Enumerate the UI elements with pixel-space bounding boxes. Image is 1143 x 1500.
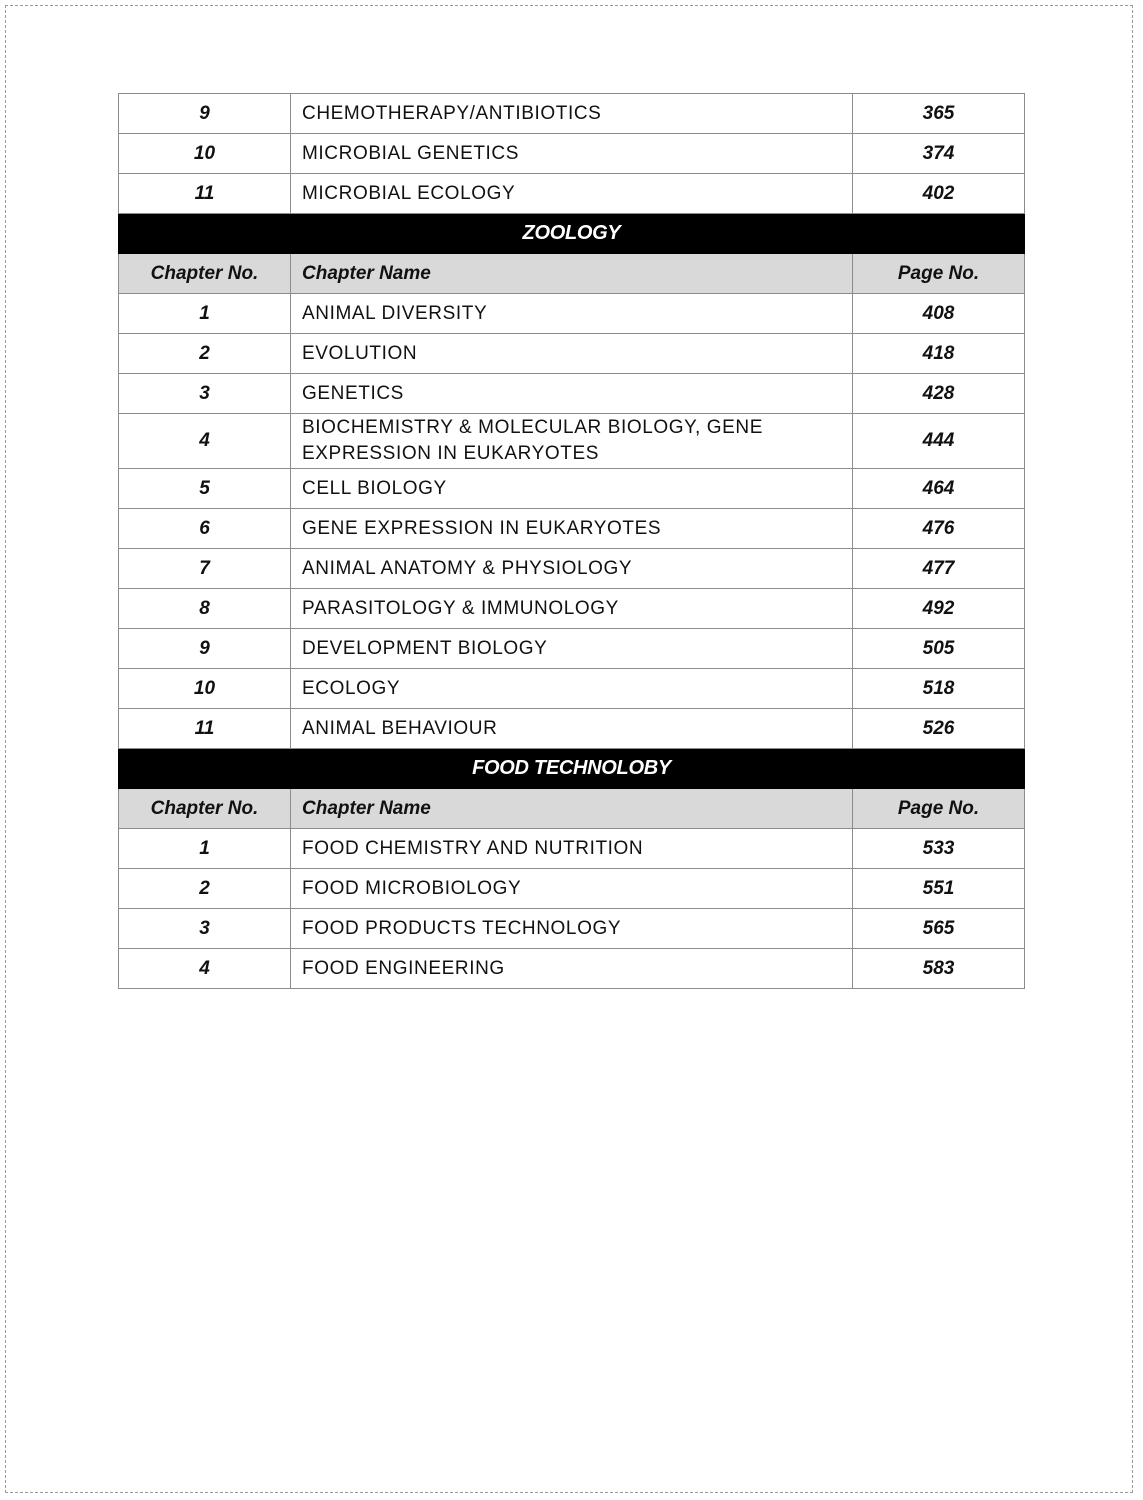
page-number: 408 bbox=[853, 294, 1025, 334]
chapter-name: FOOD ENGINEERING bbox=[291, 949, 853, 989]
chapter-number: 9 bbox=[119, 94, 291, 134]
table-row bbox=[119, 949, 1025, 989]
table-row bbox=[119, 469, 1025, 509]
page-number: 428 bbox=[853, 374, 1025, 414]
table-row bbox=[119, 869, 1025, 909]
page-number: 444 bbox=[853, 414, 1025, 469]
chapter-name: GENE EXPRESSION IN EUKARYOTES bbox=[291, 509, 853, 549]
chapter-number: 5 bbox=[119, 469, 291, 509]
chapter-name: EVOLUTION bbox=[291, 334, 853, 374]
page-number: 374 bbox=[853, 134, 1025, 174]
table-row bbox=[119, 549, 1025, 589]
page-number: 505 bbox=[853, 629, 1025, 669]
chapter-number: 2 bbox=[119, 869, 291, 909]
chapter-name: PARASITOLOGY & IMMUNOLOGY bbox=[291, 589, 853, 629]
chapter-name: FOOD CHEMISTRY AND NUTRITION bbox=[291, 829, 853, 869]
column-header-row bbox=[119, 789, 1025, 829]
chapter-number: 6 bbox=[119, 509, 291, 549]
chapter-number: 4 bbox=[119, 414, 291, 469]
chapter-name: MICROBIAL GENETICS bbox=[291, 134, 853, 174]
table-row bbox=[119, 94, 1025, 134]
page-number: 565 bbox=[853, 909, 1025, 949]
chapter-name: FOOD MICROBIOLOGY bbox=[291, 869, 853, 909]
table-row bbox=[119, 589, 1025, 629]
chapter-number: 4 bbox=[119, 949, 291, 989]
chapter-number: 2 bbox=[119, 334, 291, 374]
section-title-row bbox=[119, 214, 1025, 254]
chapter-name: BIOCHEMISTRY & MOLECULAR BIOLOGY, GENE EXPRESSION IN EUKARYOTES bbox=[291, 414, 853, 469]
chapter-name: CHEMOTHERAPY/ANTIBIOTICS bbox=[291, 94, 853, 134]
chapter-number: 1 bbox=[119, 829, 291, 869]
page-number: 492 bbox=[853, 589, 1025, 629]
page-number: 365 bbox=[853, 94, 1025, 134]
page-number: 402 bbox=[853, 174, 1025, 214]
table-row bbox=[119, 134, 1025, 174]
column-header-page-no: Page No. bbox=[853, 789, 1025, 829]
page-number: 418 bbox=[853, 334, 1025, 374]
chapter-name: FOOD PRODUCTS TECHNOLOGY bbox=[291, 909, 853, 949]
chapter-number: 7 bbox=[119, 549, 291, 589]
table-row bbox=[119, 669, 1025, 709]
section-title: FOOD TECHNOLOBY bbox=[119, 749, 1025, 789]
chapter-name: ECOLOGY bbox=[291, 669, 853, 709]
column-header-chapter-name: Chapter Name bbox=[291, 254, 853, 294]
table-row bbox=[119, 174, 1025, 214]
chapter-name: ANIMAL BEHAVIOUR bbox=[291, 709, 853, 749]
chapter-name: GENETICS bbox=[291, 374, 853, 414]
chapter-number: 11 bbox=[119, 709, 291, 749]
table-row bbox=[119, 374, 1025, 414]
chapter-name: MICROBIAL ECOLOGY bbox=[291, 174, 853, 214]
page-number: 533 bbox=[853, 829, 1025, 869]
table-row bbox=[119, 414, 1025, 469]
chapter-number: 9 bbox=[119, 629, 291, 669]
column-header-chapter-no: Chapter No. bbox=[119, 254, 291, 294]
page-number: 551 bbox=[853, 869, 1025, 909]
table-row bbox=[119, 909, 1025, 949]
chapter-name: DEVELOPMENT BIOLOGY bbox=[291, 629, 853, 669]
section-title: ZOOLOGY bbox=[119, 214, 1025, 254]
chapter-number: 10 bbox=[119, 134, 291, 174]
table-row bbox=[119, 294, 1025, 334]
column-header-chapter-no: Chapter No. bbox=[119, 789, 291, 829]
page-number: 583 bbox=[853, 949, 1025, 989]
table-row bbox=[119, 829, 1025, 869]
page-number: 518 bbox=[853, 669, 1025, 709]
table-row bbox=[119, 334, 1025, 374]
section-title-row bbox=[119, 749, 1025, 789]
column-header-page-no: Page No. bbox=[853, 254, 1025, 294]
column-header-row bbox=[119, 254, 1025, 294]
chapter-number: 11 bbox=[119, 174, 291, 214]
table-row bbox=[119, 629, 1025, 669]
page-number: 476 bbox=[853, 509, 1025, 549]
column-header-chapter-name: Chapter Name bbox=[291, 789, 853, 829]
page-number: 477 bbox=[853, 549, 1025, 589]
chapter-number: 3 bbox=[119, 374, 291, 414]
table-of-contents bbox=[118, 93, 1025, 989]
chapter-name: CELL BIOLOGY bbox=[291, 469, 853, 509]
page-number: 464 bbox=[853, 469, 1025, 509]
table-row bbox=[119, 709, 1025, 749]
chapter-number: 8 bbox=[119, 589, 291, 629]
table-row bbox=[119, 509, 1025, 549]
chapter-number: 10 bbox=[119, 669, 291, 709]
chapter-number: 3 bbox=[119, 909, 291, 949]
chapter-number: 1 bbox=[119, 294, 291, 334]
chapter-name: ANIMAL DIVERSITY bbox=[291, 294, 853, 334]
chapter-name: ANIMAL ANATOMY & PHYSIOLOGY bbox=[291, 549, 853, 589]
page-number: 526 bbox=[853, 709, 1025, 749]
